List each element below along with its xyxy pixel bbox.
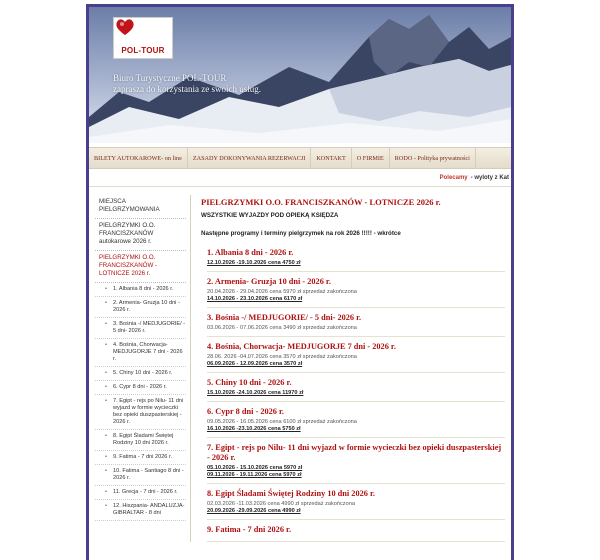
trip-list <box>201 243 505 542</box>
sidebar-subitem[interactable]: • 4. Bośnia, Chorwacja- MEDJUGORJE 7 dni - 2026 r. <box>95 339 186 367</box>
trip-item <box>207 337 505 373</box>
trip-date-link[interactable]: 16.10.2026 -23.10.2026 cena 5750 zł <box>207 426 301 432</box>
nav-item-bilety[interactable]: BILETY AUTOKAROWE- on line <box>89 148 188 168</box>
main-navigation <box>89 147 511 169</box>
trip-date-link[interactable]: 14.10.2026 - 23.10.2026 cena 6170 zł <box>207 296 303 302</box>
trip-item <box>207 308 505 337</box>
trip-item <box>207 438 505 484</box>
page-note: Następne programy i terminy pielgrzymek na rok 2026 !!!!! - wkrótce <box>201 230 401 237</box>
sidebar-subitems <box>95 283 186 521</box>
trip-date-closed: 02.03.2026 -11.03.2026 cena 4990 zł sprzedaż zakończona <box>207 501 355 507</box>
sidebar-subitem[interactable]: • 2. Armenia- Gruzja 10 dni - 2026 r. <box>95 297 186 318</box>
trip-title[interactable]: 4. Bośnia, Chorwacja- MEDJUGORJE 7 dni - 2026 r. <box>207 342 396 351</box>
trip-date-closed: 09.05.2026 - 16.05.2026 cena 6100 zł sprzedaż zakończona <box>207 419 357 425</box>
trip-title[interactable]: 5. Chiny 10 dni - 2026 r. <box>207 378 292 387</box>
trip-title[interactable]: 9. Fatima - 7 dni 2026 r. <box>207 525 292 534</box>
trip-title[interactable]: 6. Cypr 8 dni - 2026 r. <box>207 407 284 416</box>
trip-title[interactable]: 7. Egipt - rejs po Nilu- 11 dni wyjazd w formie wycieczki bez opieki duszpasterskiej - 2026 r. <box>207 443 502 462</box>
page-container <box>86 4 514 560</box>
trip-item <box>207 484 505 520</box>
trip-title[interactable]: 3. Bośnia -/ MEDJUGORIE/ - 5 dni- 2026 r. <box>207 313 362 322</box>
trip-item <box>207 272 505 308</box>
nav-item-kontakt[interactable]: KONTAKT <box>311 148 351 168</box>
sidebar-subitem[interactable]: • 1. Albania 8 dni - 2026 r. <box>95 283 186 297</box>
sidebar-subitem[interactable]: • 9. Fatima - 7 dni 2026 r. <box>95 451 186 465</box>
trip-date-link[interactable]: 20.09.2026 -29.09.2026 cena 4990 zł <box>207 508 301 514</box>
page-subtitle: WSZYSTKIE WYJAZDY POD OPIEKĄ KSIĘDZA <box>201 212 339 219</box>
logo-emblem-icon <box>114 18 136 36</box>
trip-item <box>207 243 505 272</box>
trip-item <box>207 520 505 542</box>
promo-ticker <box>89 169 511 187</box>
sidebar-item-autokarowe[interactable]: PIELGRZYMKI O.O. FRANCISZKANÓW autokarowe 2026 r. <box>95 219 186 251</box>
content-area <box>89 187 511 542</box>
sidebar-subitem[interactable]: • 12. Hiszpania- ANDALUZJA- GIBRALTAR - 8 dni <box>95 500 186 521</box>
tagline-line1: Biuro Turystyczne POL-TOUR <box>113 73 227 83</box>
trip-item <box>207 373 505 402</box>
sidebar-subitem[interactable]: • 3. Bośnia -/ MEDJUGORIE/ - 5 dni- 2026 r. <box>95 318 186 339</box>
trip-title[interactable]: 2. Armenia- Gruzja 10 dni - 2026 r. <box>207 277 331 286</box>
trip-date-link[interactable]: 15.10.2026 -24.10.2026 cena 11970 zł <box>207 390 304 396</box>
trip-title[interactable]: 1. Albania 8 dni - 2026 r. <box>207 248 294 257</box>
sidebar-subitem[interactable]: • 8. Egipt Śladami Świętej Rodziny 10 dni 2026 r. <box>95 430 186 451</box>
trip-date-closed: 28.06. 2026 -04.07.2026 cena 3570 zł sprzedaż zakończona <box>207 354 357 360</box>
sidebar-item-lotnicze[interactable]: PIELGRZYMKI O.O. FRANCISZKANÓW - LOTNICZE 2026 r. <box>95 251 186 283</box>
page-title: PIELGRZYMKI O.O. FRANCISZKANÓW - LOTNICZE 2026 r. <box>201 197 441 207</box>
sidebar-subitem[interactable]: • 7. Egipt - rejs po Nilu- 11 dni wyjazd w formie wycieczki bez opieki duszpasterskiej - 2026 r. <box>95 395 186 430</box>
trip-date-link[interactable]: 05.10.2026 - 15.10.2026 cena 5970 zł <box>207 465 303 471</box>
header-tagline <box>113 73 261 95</box>
company-logo[interactable] <box>113 17 173 59</box>
sidebar-subitem[interactable]: • 11. Grecja - 7 dni - 2026 r. <box>95 486 186 500</box>
sidebar-menu <box>95 195 191 542</box>
trip-date-closed: 03.06.2026 - 07.06.2026 cena 3490 zł sprzedaż zakończona <box>207 325 357 331</box>
header-banner <box>89 7 511 143</box>
nav-item-o-firmie[interactable]: O FIRMIE <box>352 148 390 168</box>
trip-title[interactable]: 8. Egipt Śladami Świętej Rodziny 10 dni 2026 r. <box>207 489 375 498</box>
trip-date-link[interactable]: 09.11.2026 - 19.11.2026 cena 5970 zł <box>207 472 302 478</box>
sidebar-subitem[interactable]: • 10. Fatima - Santiago 8 dni - 2026 r. <box>95 465 186 486</box>
trip-date-closed: 20.04.2026 - 29.04.2026 cena 5970 zł sprzedaż zakończona <box>207 289 357 295</box>
ticker-text[interactable]: - wyloty z Kat <box>470 174 509 181</box>
sidebar-subitem[interactable]: • 6. Cypr 8 dni - 2026 r. <box>95 381 186 395</box>
sidebar-subitem[interactable]: • 5. Chiny 10 dni - 2026 r. <box>95 367 186 381</box>
nav-item-zasady[interactable]: ZASADY DOKONYWANIA REZERWACJI <box>188 148 312 168</box>
trip-date-link[interactable]: 06.09.2026 - 12.09.2026 cena 3570 zł <box>207 361 303 367</box>
trip-date-link[interactable]: 12.10.2026 -19.10.2026 cena 4750 zł <box>207 260 301 266</box>
ticker-label[interactable]: Polecamy <box>439 174 468 181</box>
trip-item <box>207 402 505 438</box>
sidebar-item-miejsca[interactable]: MIEJSCA PIELGRZYMOWANIA <box>95 195 186 219</box>
logo-text: POL-TOUR <box>121 46 165 55</box>
nav-item-rodo[interactable]: RODO - Polityka prywatności <box>390 148 476 168</box>
tagline-line2: zaprasza do korzystania ze swoich usług. <box>113 84 261 94</box>
main-content <box>191 195 505 542</box>
